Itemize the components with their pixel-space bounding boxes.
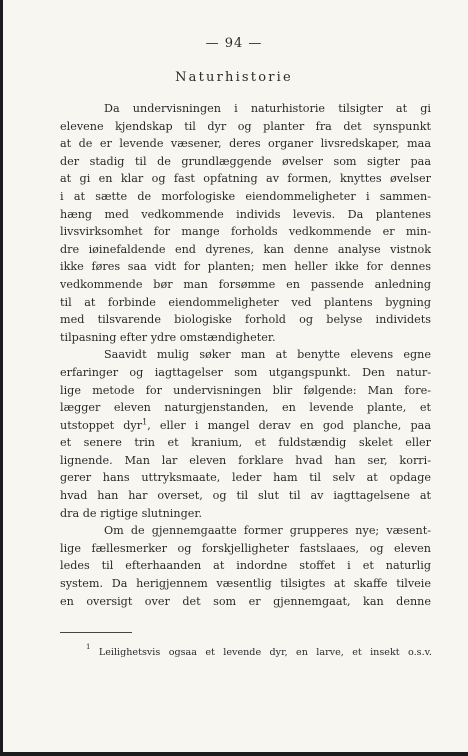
paragraph-1 [60,100,431,346]
text-line: tilpasning efter ydre omstændigheter. [60,330,276,344]
text-line: et senere trin et kranium, et fuldstændig skelet eller [60,436,431,450]
scan-border-left [0,0,3,756]
text-line: hæng med vedkommende individs levevis. Da plantenes [60,207,431,221]
scan-border-bottom [0,752,468,756]
text-line: Da undervisningen i naturhistorie tilsigter at gi [104,102,431,115]
text-line: en oversigt over det som er gjennemgaat, kan denne [60,594,431,608]
text-line: livsvirksomhet for mange forholds vedkommende er min- [60,225,431,239]
text-line: lige fællesmerker og forskjelligheter fastslaaes, og eleven [60,541,431,555]
paragraph-3 [60,522,431,610]
text-line: dra de rigtige slutninger. [60,506,203,520]
text-line-with-footnote [60,417,431,435]
text-line: erfaringer og iagttagelser som utgangspunkt. Den natur- [60,365,431,379]
paragraph-2 [60,346,431,522]
text-line: Saavidt mulig søker man at benytte elevens egne [104,348,431,362]
text-fragment: utstoppet dyr [60,418,143,432]
text-line: at gi en klar og fast opfatning av formen, knyttes øvelser [60,172,431,186]
text-line: til at forbinde eiendommeligheter ved plantens bygning [60,295,431,309]
text-line: Om de gjennemgaatte former grupperes nye; væsent- [104,524,431,538]
text-line: lignende. Man lar eleven forklare hvad han ser, korri- [60,453,431,467]
text-line: ikke føres saa vidt for planten; men heller ikke for dennes [60,260,431,274]
body-text [60,100,431,610]
footnote-mark: 1 [86,643,91,651]
section-heading: Naturhistorie [175,70,293,85]
text-fragment: , eller i mangel derav en god planche, paa [147,418,431,432]
text-line: gerer hans uttryksmaate, leder ham til selv at opdage [60,471,431,485]
text-line: hvad han har overset, og til slut til av iagttagelsene at [60,489,431,503]
text-line: lægger eleven naturgjenstanden, en levende plante, et [60,401,431,415]
text-line: dre iøinefaldende end dyrenes, kan denne analyse vistnok [60,242,431,256]
footnote-text: Leilighetsvis ogsaa et levende dyr, en larve, et insekt o.s.v. [98,647,432,659]
footnote [86,645,432,658]
text-line: vedkommende bør man forsømme en passende anledning [60,277,431,291]
footnote-divider [60,632,132,633]
text-line: lige metode for undervisningen blir følgende: Man fore- [60,383,431,397]
text-line: der stadig til de grundlæggende øvelser som sigter paa [60,154,431,168]
text-line: med tilsvarende biologiske forhold og belyse individets [60,313,431,327]
text-line: i at sætte de morfologiske eiendommeligheter i sammen- [60,189,431,203]
page-number: — 94 — [205,36,263,51]
text-line: system. Da herigjennem væsentlig tilsigtes at skaffe tilveie [60,577,431,591]
footnote-reference: 1 [142,416,148,426]
text-line: elevene kjendskap til dyr og planter fra det synspunkt [60,119,431,133]
text-line: ledes til efterhaanden at indordne stoffet i et naturlig [60,559,431,573]
text-line: at de er levende væsener, deres organer livsredskaper, maa [60,137,431,151]
